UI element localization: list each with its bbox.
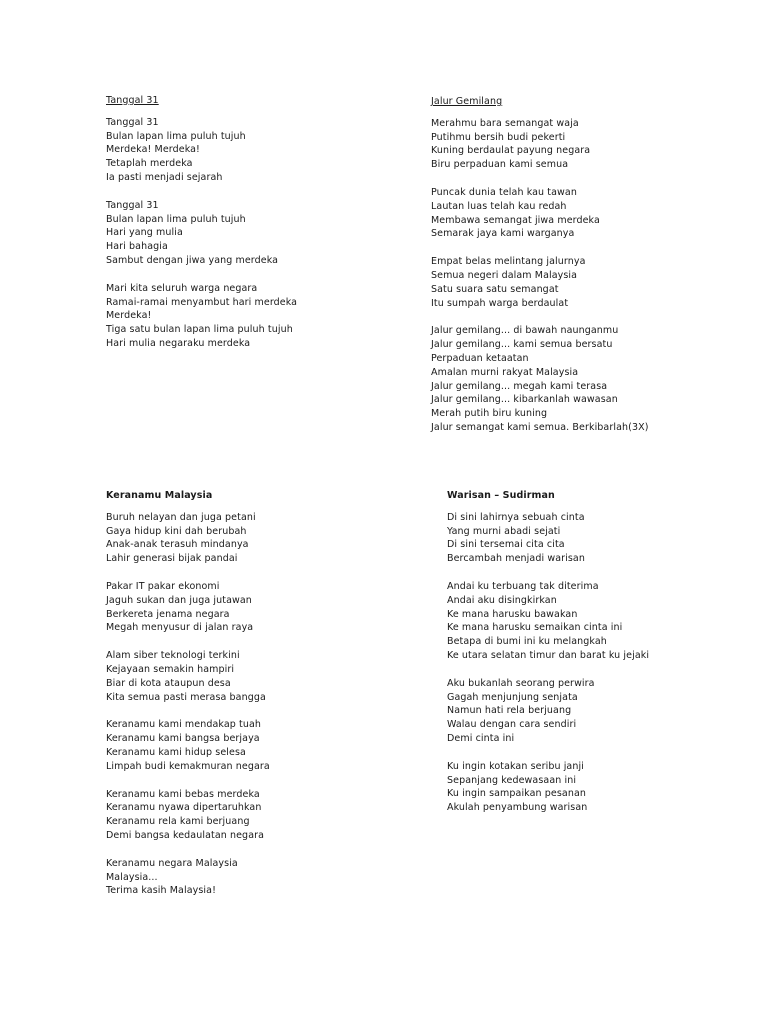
- lyric-line: Di sini tersemai cita cita: [447, 539, 565, 551]
- lyric-line: Sepanjang kedewasaan ini: [447, 774, 577, 786]
- lyric-line: Limpah budi kemakmuran negara: [106, 760, 270, 772]
- lyric-line: Demi bangsa kedaulatan negara: [106, 829, 265, 841]
- song-stanzas: [106, 511, 270, 898]
- lyric-line: Ramai-ramai menyambut hari merdeka: [106, 296, 298, 308]
- lyric-line: Kita semua pasti merasa bangga: [106, 691, 266, 703]
- lyric-line: Tanggal 31: [106, 116, 159, 128]
- stanza: [431, 255, 649, 310]
- lyric-line: Amalan murni rakyat Malaysia: [431, 366, 579, 378]
- lyric-line: Satu suara satu semangat: [431, 283, 559, 295]
- lyric-line: Jalur gemilang... megah kami terasa: [431, 380, 608, 392]
- stanza: [106, 282, 297, 351]
- lyric-line: Merahmu bara semangat waja: [431, 117, 579, 129]
- lyric-line: Andai ku terbuang tak diterima: [447, 580, 599, 592]
- lyric-line: Alam siber teknologi terkini: [106, 650, 240, 662]
- lyric-line: Hari bahagia: [106, 241, 168, 253]
- lyric-line: Bulan lapan lima puluh tujuh: [106, 130, 246, 142]
- lyric-line: Gagah menjunjung senjata: [447, 691, 578, 703]
- lyric-line: Betapa di bumi ini ku melangkah: [447, 636, 607, 648]
- lyric-line: Membawa semangat jiwa merdeka: [431, 214, 600, 226]
- lyric-line: Ke utara selatan timur dan barat ku jejaki: [447, 649, 650, 661]
- song-stanzas: [431, 117, 649, 435]
- lyric-line: Gaya hidup kini dah berubah: [106, 525, 247, 537]
- lyric-line: Keranamu nyawa dipertaruhkan: [106, 802, 262, 814]
- stanza: [106, 857, 270, 898]
- lyric-line: Kuning berdaulat payung negara: [431, 145, 591, 157]
- lyric-line: Semua negeri dalam Malaysia: [431, 269, 578, 281]
- lyric-line: Keranamu rela kami berjuang: [106, 816, 250, 828]
- song-keranamu-malaysia: [106, 489, 270, 912]
- lyric-line: Ku ingin kotakan seribu janji: [447, 760, 584, 772]
- song-jalur-gemilang: [431, 95, 649, 449]
- song-title: Tanggal 31: [106, 95, 159, 106]
- lyric-line: Jaguh sukan dan juga jutawan: [106, 594, 252, 606]
- lyric-line: Kejayaan semakin hampiri: [106, 663, 235, 675]
- lyric-line: Terima kasih Malaysia!: [106, 885, 216, 897]
- lyric-line: Andai aku disingkirkan: [447, 594, 557, 606]
- stanza: [431, 186, 649, 241]
- lyric-line: Namun hati rela berjuang: [447, 705, 572, 717]
- lyric-line: Keranamu negara Malaysia: [106, 857, 238, 869]
- stanza: [106, 511, 270, 566]
- lyric-line: Buruh nelayan dan juga petani: [106, 511, 256, 523]
- song-title: Warisan – Sudirman: [447, 490, 555, 501]
- lyric-line: Hari yang mulia: [106, 227, 183, 239]
- stanza: [447, 580, 649, 663]
- lyric-line: Ke mana harusku semaikan cinta ini: [447, 622, 623, 634]
- stanza: [106, 718, 270, 773]
- lyric-line: Perpaduan ketaatan: [431, 352, 529, 364]
- lyric-line: Bercambah menjadi warisan: [447, 553, 585, 565]
- lyric-line: Lautan luas telah kau redah: [431, 200, 567, 212]
- song-warisan: [447, 489, 649, 829]
- lyric-line: Berkereta jenama negara: [106, 608, 230, 620]
- lyric-line: Bulan lapan lima puluh tujuh: [106, 213, 246, 225]
- lyric-line: Keranamu kami bebas merdeka: [106, 788, 260, 800]
- song-stanzas: [106, 116, 297, 351]
- lyric-line: Putihmu bersih budi pekerti: [431, 131, 566, 143]
- stanza: [106, 580, 270, 635]
- stanza: [431, 117, 649, 172]
- song-title: Keranamu Malaysia: [106, 490, 213, 501]
- lyric-line: Keranamu kami mendakap tuah: [106, 719, 262, 731]
- lyric-line: Merdeka! Merdeka!: [106, 144, 200, 156]
- song-tanggal-31: [106, 94, 297, 365]
- lyric-line: Jalur gemilang... kami semua bersatu: [431, 339, 613, 351]
- lyric-line: Yang murni abadi sejati: [447, 525, 561, 537]
- lyric-line: Tetaplah merdeka: [106, 158, 193, 170]
- lyric-line: Keranamu kami bangsa berjaya: [106, 733, 260, 745]
- lyric-line: Tiga satu bulan lapan lima puluh tujuh: [106, 324, 293, 336]
- lyric-line: Malaysia...: [106, 871, 158, 883]
- lyric-line: Merdeka!: [106, 310, 152, 322]
- lyric-line: Empat belas melintang jalurnya: [431, 256, 586, 268]
- lyric-line: Pakar IT pakar ekonomi: [106, 580, 220, 592]
- lyric-line: Hari mulia negaraku merdeka: [106, 337, 251, 349]
- lyric-line: Semarak jaya kami warganya: [431, 228, 575, 240]
- lyric-line: Walau dengan cara sendiri: [447, 719, 577, 731]
- lyric-line: Jalur gemilang... kibarkanlah wawasan: [431, 394, 618, 406]
- lyric-line: Jalur gemilang... di bawah naunganmu: [431, 325, 619, 337]
- lyric-line: Sambut dengan jiwa yang merdeka: [106, 254, 279, 266]
- lyric-line: Anak-anak terasuh mindanya: [106, 539, 249, 551]
- lyric-line: Puncak dunia telah kau tawan: [431, 186, 577, 198]
- stanza: [447, 677, 649, 746]
- lyric-line: Demi cinta ini: [447, 732, 515, 744]
- stanza: [106, 199, 297, 268]
- lyric-line: Biar di kota ataupun desa: [106, 677, 231, 689]
- stanza: [106, 788, 270, 843]
- song-stanzas: [447, 511, 649, 815]
- lyric-line: Di sini lahirnya sebuah cinta: [447, 511, 585, 523]
- stanza: [447, 760, 649, 815]
- lyric-line: Tanggal 31: [106, 199, 159, 211]
- stanza: [106, 116, 297, 185]
- lyric-line: Ia pasti menjadi sejarah: [106, 171, 223, 183]
- stanza: [431, 324, 649, 434]
- lyric-line: Keranamu kami hidup selesa: [106, 746, 246, 758]
- lyric-line: Mari kita seluruh warga negara: [106, 282, 258, 294]
- lyric-line: Ku ingin sampaikan pesanan: [447, 788, 586, 800]
- song-title: Jalur Gemilang: [431, 96, 503, 107]
- lyric-line: Akulah penyambung warisan: [447, 802, 588, 814]
- lyric-line: Biru perpaduan kami semua: [431, 159, 569, 171]
- lyric-line: Merah putih biru kuning: [431, 408, 548, 420]
- lyric-line: Itu sumpah warga berdaulat: [431, 297, 569, 309]
- lyric-line: Ke mana harusku bawakan: [447, 608, 578, 620]
- lyric-line: Jalur semangat kami semua. Berkibarlah(3X): [431, 421, 649, 433]
- stanza: [106, 649, 270, 704]
- lyric-line: Lahir generasi bijak pandai: [106, 553, 238, 565]
- stanza: [447, 511, 649, 566]
- lyric-line: Aku bukanlah seorang perwira: [447, 677, 595, 689]
- lyric-line: Megah menyusur di jalan raya: [106, 622, 254, 634]
